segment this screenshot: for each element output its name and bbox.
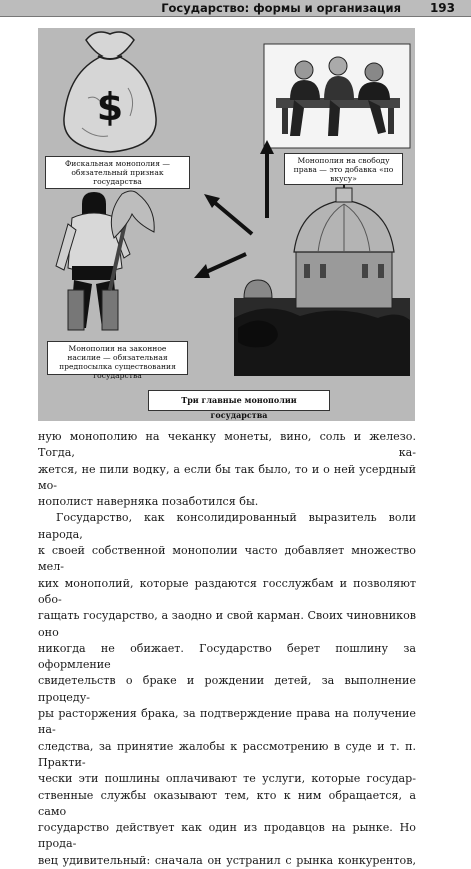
text-line: ную монополию на чеканку монеты, вино, соль и железо. Тогда, ка- [38, 430, 416, 460]
paragraph-start: Государство, как консолидированный выразитель воли народа, [38, 511, 416, 541]
text-line: гащать государство, а заодно и свой карман. Своих чиновников оно [38, 609, 416, 639]
dollar-sign-icon: $ [96, 85, 124, 129]
body-text [38, 429, 416, 869]
arrow-head-downleft-icon [194, 264, 210, 278]
text-line: чески эти пошлины оплачивают те услуги, которые государ- [38, 772, 416, 786]
text-line: ких монополий, которые раздаются госслужбам и позволяют обо- [38, 576, 416, 606]
text-line: жется, не пили водку, а если бы так было, то и о ней усердный мо- [38, 462, 416, 492]
text-line: ры расторжения брака, за подтверждение права на получение на- [38, 707, 416, 737]
seated-people-icon [264, 44, 410, 148]
caption-violence-monopoly: Монополия на законное насилие — обязательная предпосылка существования государства [47, 341, 188, 375]
text-line: государство действует как один из продавцов на рынке. Но прода- [38, 821, 416, 851]
running-header [0, 0, 471, 17]
text-line: ственные службы оказывают тем, кто к ним обращается, а само [38, 788, 416, 818]
arrow-to-fiscal-icon [214, 202, 252, 234]
text-line: вец удивительный: сначала он устранил с рынка конкурентов, [38, 853, 416, 867]
text-line: никогда не обижает. Государство берет пошлину за оформление [38, 641, 416, 672]
figure-three-monopolies [38, 28, 415, 421]
figure-caption: Три главные монополии государства [148, 390, 330, 411]
running-header-title: Государство: формы и организация [161, 1, 401, 15]
text-line: следства, за принятие жалобы к рассмотрению в суде и т. п. Практи- [38, 739, 416, 769]
cathedral-dome-icon [234, 176, 410, 376]
arrow-to-violence-icon [206, 254, 246, 272]
text-line: нополист наверняка позаботился бы. [38, 495, 259, 509]
caption-freedom-monopoly: Монополия на свободу права — это добавка «по вкусу» [284, 153, 403, 185]
text-line: к своей собственной монополии часто добавляет множество мел- [38, 544, 416, 574]
text-line: свидетельств о браке и рождении детей, за выполнение процеду- [38, 674, 416, 704]
page-number: 193 [429, 1, 455, 15]
caption-fiscal-monopoly: Фискальная монополия — обязательный признак государства [45, 156, 190, 189]
